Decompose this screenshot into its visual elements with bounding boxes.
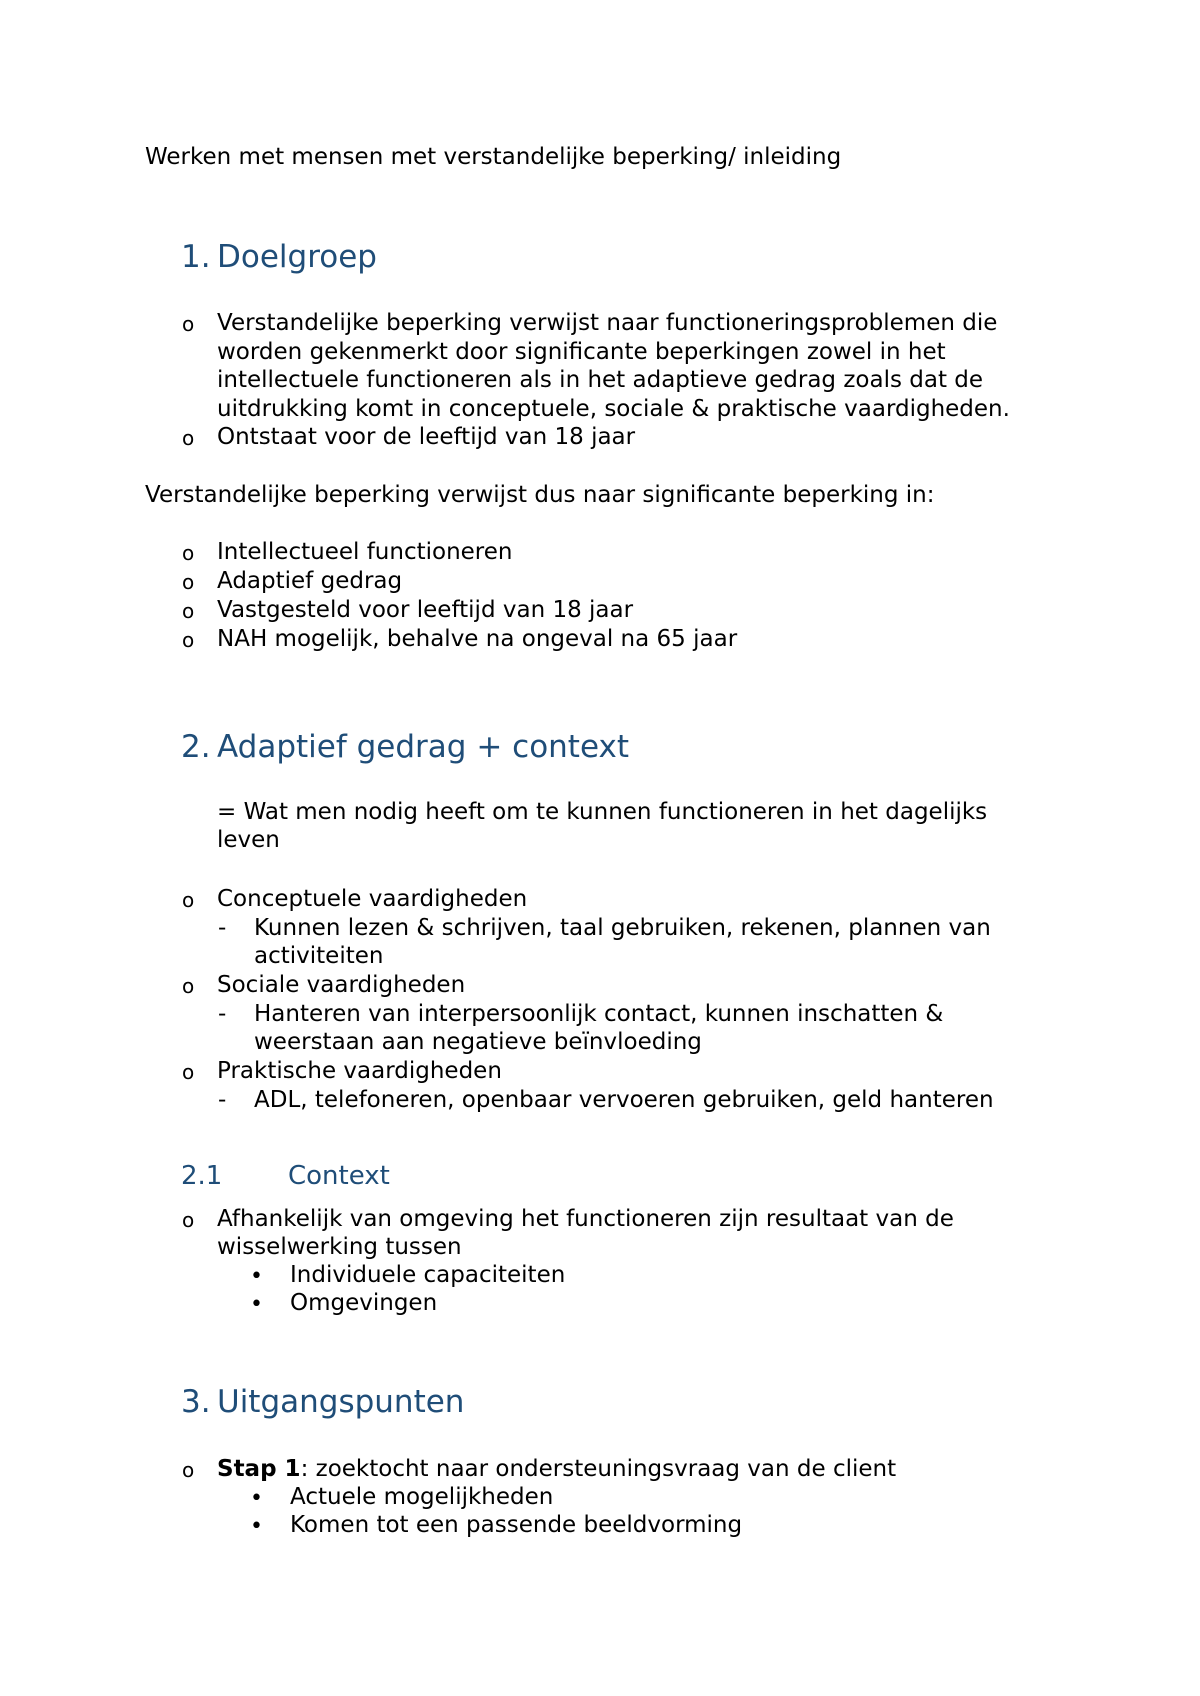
list-item: Adaptief gedrag	[217, 568, 403, 594]
list-item: Conceptuele vaardigheden	[217, 886, 528, 912]
section-3-number: 3.	[181, 1384, 211, 1420]
disc-bullet-icon: •	[250, 1264, 263, 1289]
list-item: Ontstaat voor de leeftijd van 18 jaar	[217, 424, 636, 450]
sub-list-item: ADL, telefoneren, openbaar vervoeren gebruiken, geld hanteren	[254, 1087, 994, 1113]
list-item: Sociale vaardigheden	[217, 972, 466, 998]
paragraph-line: intellectuele functioneren als in het adaptieve gedrag zoals dat de	[217, 367, 984, 393]
section-1-heading: Doelgroep	[217, 239, 377, 275]
list-item: NAH mogelijk, behalve na ongeval na 65 jaar	[217, 626, 738, 652]
paragraph-line: Afhankelijk van omgeving het functioneren zijn resultaat van de	[217, 1206, 954, 1232]
definition-line: = Wat men nodig heeft om te kunnen functioneren in het dagelijks	[217, 799, 988, 825]
paragraph-line: worden gekenmerkt door significante beperkingen zowel in het	[217, 339, 946, 365]
section-2-number: 2.	[181, 729, 211, 765]
disc-bullet-icon: •	[250, 1486, 263, 1511]
paragraph-line: wisselwerking tussen	[217, 1234, 462, 1260]
step-label: Stap 1	[217, 1456, 301, 1482]
circle-bullet-icon: o	[182, 570, 195, 594]
circle-bullet-icon: o	[182, 541, 195, 565]
circle-bullet-icon: o	[182, 628, 195, 652]
disc-bullet-icon: •	[250, 1514, 263, 1539]
sub-list-item: Kunnen lezen & schrijven, taal gebruiken, rekenen, plannen van	[254, 915, 991, 941]
circle-bullet-icon: o	[182, 974, 195, 998]
list-item: Vastgesteld voor leeftijd van 18 jaar	[217, 597, 634, 623]
section-2-heading: Adaptief gedrag + context	[217, 729, 629, 765]
section-3-heading: Uitgangspunten	[217, 1384, 465, 1420]
dash-bullet-icon: -	[218, 1087, 227, 1113]
circle-bullet-icon: o	[182, 426, 195, 450]
circle-bullet-icon: o	[182, 1208, 195, 1232]
dash-bullet-icon: -	[218, 915, 227, 941]
list-item: Praktische vaardigheden	[217, 1058, 502, 1084]
intro-paragraph: Verstandelijke beperking verwijst dus naar significante beperking in:	[145, 482, 935, 508]
sub-list-item: Komen tot een passende beeldvorming	[290, 1512, 743, 1538]
step-text: : zoektocht naar ondersteuningsvraag van de client	[300, 1456, 897, 1482]
document-title: Werken met mensen met verstandelijke beperking/ inleiding	[145, 144, 842, 170]
sub-list-item: weerstaan aan negatieve beïnvloeding	[254, 1029, 702, 1055]
dash-bullet-icon: -	[218, 1001, 227, 1027]
subsection-heading: Context	[288, 1161, 390, 1191]
circle-bullet-icon: o	[182, 888, 195, 912]
definition-line: leven	[217, 827, 280, 853]
sub-list-item: Individuele capaciteiten	[290, 1262, 566, 1288]
disc-bullet-icon: •	[250, 1292, 263, 1317]
circle-bullet-icon: o	[182, 599, 195, 623]
sub-list-item: Omgevingen	[290, 1290, 438, 1316]
sub-list-item: activiteiten	[254, 943, 384, 969]
section-1-number: 1.	[181, 239, 211, 275]
circle-bullet-icon: o	[182, 312, 195, 336]
paragraph-line: Verstandelijke beperking verwijst naar functioneringsproblemen die	[217, 310, 998, 336]
sub-list-item: Actuele mogelijkheden	[290, 1484, 554, 1510]
list-item: Intellectueel functioneren	[217, 539, 513, 565]
circle-bullet-icon: o	[182, 1060, 195, 1084]
subsection-number: 2.1	[181, 1161, 223, 1191]
sub-list-item: Hanteren van interpersoonlijk contact, kunnen inschatten &	[254, 1001, 944, 1027]
step-line	[217, 1455, 896, 1484]
paragraph-line: uitdrukking komt in conceptuele, sociale & praktische vaardigheden.	[217, 396, 1010, 422]
circle-bullet-icon: o	[182, 1458, 195, 1482]
